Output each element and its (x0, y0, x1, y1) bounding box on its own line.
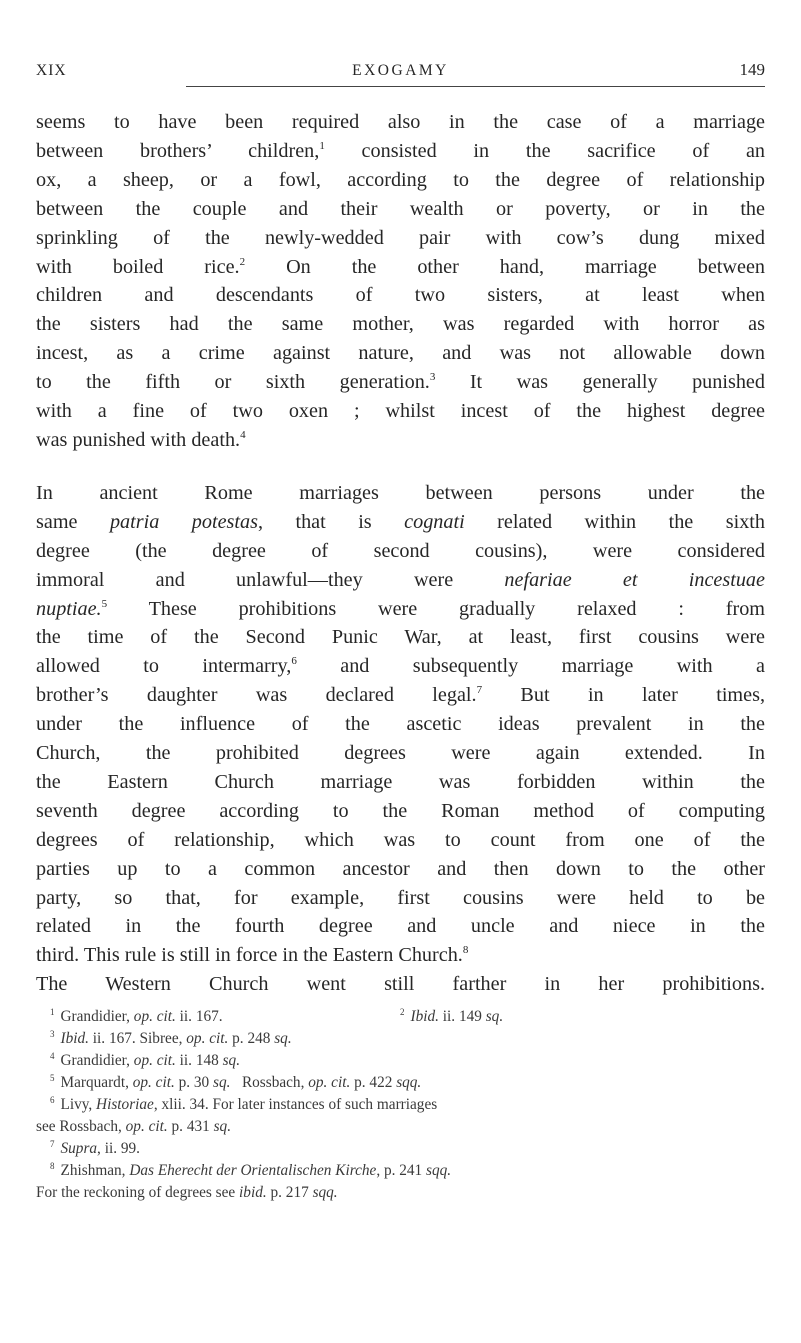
footnote-ref: 7 (476, 684, 483, 697)
footnote-6: $^6$ Livy, Historiae, xlii. 34. For later instances of such marriages (50, 1095, 438, 1113)
footnote-8-continued: For the reckoning of degrees see ibid. p. 217 sqq. (36, 1184, 338, 1201)
text-line: under the influence of the ascetic ideas prevalent in the (36, 713, 765, 736)
text-line: Church, the prohibited degrees were again extended. In (36, 742, 765, 765)
footnote-7: $^7$ Supra, ii. 99. (50, 1139, 140, 1157)
text-line: between the couple and their wealth or poverty, or in the (36, 197, 765, 220)
footnote-line (36, 1006, 765, 1028)
running-header (36, 56, 765, 84)
text-line: was punished with death.$^4$ (36, 428, 246, 451)
text-line: to the fifth or sixth generation.$^3$ It was generally punished (36, 371, 765, 394)
footnote-3: $^3$ Ibid. ii. 167. Sibree, op. cit. p. 248 sq. (50, 1029, 292, 1047)
text-line: the time of the Second Punic War, at least, first cousins were (36, 626, 765, 649)
chapter-number: XIX (36, 62, 67, 79)
text-line: same patria potestas, that is cognati related within the sixth (36, 510, 765, 533)
footnote-ref: 1 (319, 139, 325, 152)
text-line: third. This rule is still in force in the Eastern Church.$^8$ (36, 944, 469, 967)
footnote-line (36, 1050, 765, 1072)
text-line: sprinkling of the newly-wedded pair with cow’s dung mixed (36, 226, 765, 249)
footnote-line (36, 1138, 765, 1160)
footnotes (36, 1006, 765, 1204)
footnote-ref: 5 (101, 597, 108, 610)
text-line: party, so that, for example, first cousins were held to be (36, 886, 765, 909)
header-rule (186, 86, 765, 87)
text-line: degrees of relationship, which was to count from one of the (36, 828, 765, 851)
text-line: with a fine of two oxen ; whilst incest of the highest degree (36, 400, 765, 423)
footnote-ref: 6 (291, 655, 297, 668)
text-line: children and descendants of two sisters, at least when (36, 284, 765, 307)
footnote-2: $^2$ Ibid. ii. 149 sq. (400, 1007, 504, 1025)
footnote-8: $^8$ Zhishman, Das Eherecht der Orientalischen Kirche, p. 241 sqq. (50, 1161, 452, 1179)
text-line: with boiled rice.$^2$ On the other hand, marriage between (36, 255, 765, 278)
body-text (36, 108, 765, 999)
footnote-line (36, 1116, 765, 1138)
footnote-ref: 3 (429, 371, 436, 384)
running-title: EXOGAMY (352, 62, 449, 79)
footnote-line (36, 1072, 765, 1094)
paragraph-2 (36, 479, 765, 999)
footnote-5: $^5$ Marquardt, op. cit. p. 30 sq. Rossbach, op. cit. p. 422 sqq. (50, 1073, 422, 1091)
text-line: incest, as a crime against nature, and was not allowable down (36, 342, 765, 365)
footnote-line (36, 1028, 765, 1050)
text-line: brother’s daughter was declared legal.$^7$ But in later times, (36, 684, 765, 707)
text-line: parties up to a common ancestor and then down to the other (36, 857, 765, 880)
footnote-line (36, 1094, 765, 1116)
footnote-1: $^1$ Grandidier, op. cit. ii. 167. (50, 1007, 223, 1025)
footnote-ref: 8 (462, 944, 469, 957)
text-line: immoral and unlawful—they were nefariae et incestuae (36, 568, 765, 591)
text-line: seventh degree according to the Roman method of computing (36, 799, 765, 822)
footnote-6-continued: see Rossbach, op. cit. p. 431 sq. (36, 1118, 232, 1135)
text-line: degree (the degree of second cousins), were considered (36, 539, 765, 562)
text-line: the Eastern Church marriage was forbidden within the (36, 770, 765, 793)
text-line: allowed to intermarry,$^6$ and subsequently marriage with a (36, 655, 765, 678)
text-line: the sisters had the same mother, was regarded with horror as (36, 313, 765, 336)
text-line: between brothers’ children,$^1$ consisted in the sacrifice of an (36, 139, 765, 162)
page-number: 149 (739, 60, 765, 79)
text-line: seems to have been required also in the case of a marriage (36, 111, 765, 133)
text-line: The Western Church went still farther in her prohibitions. (36, 973, 765, 996)
footnote-4: $^4$ Grandidier, op. cit. ii. 148 sq. (50, 1051, 241, 1069)
footnote-ref: 2 (239, 255, 246, 268)
footnote-line (36, 1160, 765, 1182)
paragraph-1 (36, 108, 765, 455)
text-line: related in the fourth degree and uncle and niece in the (36, 915, 765, 938)
footnote-line (36, 1182, 765, 1204)
text-line: nuptiae.$^5$ These prohibitions were gradually relaxed : from (36, 597, 765, 620)
text-line: ox, a sheep, or a fowl, according to the degree of relationship (36, 168, 765, 191)
footnote-ref: 4 (240, 428, 246, 441)
text-line: In ancient Rome marriages between persons under the (36, 481, 765, 504)
